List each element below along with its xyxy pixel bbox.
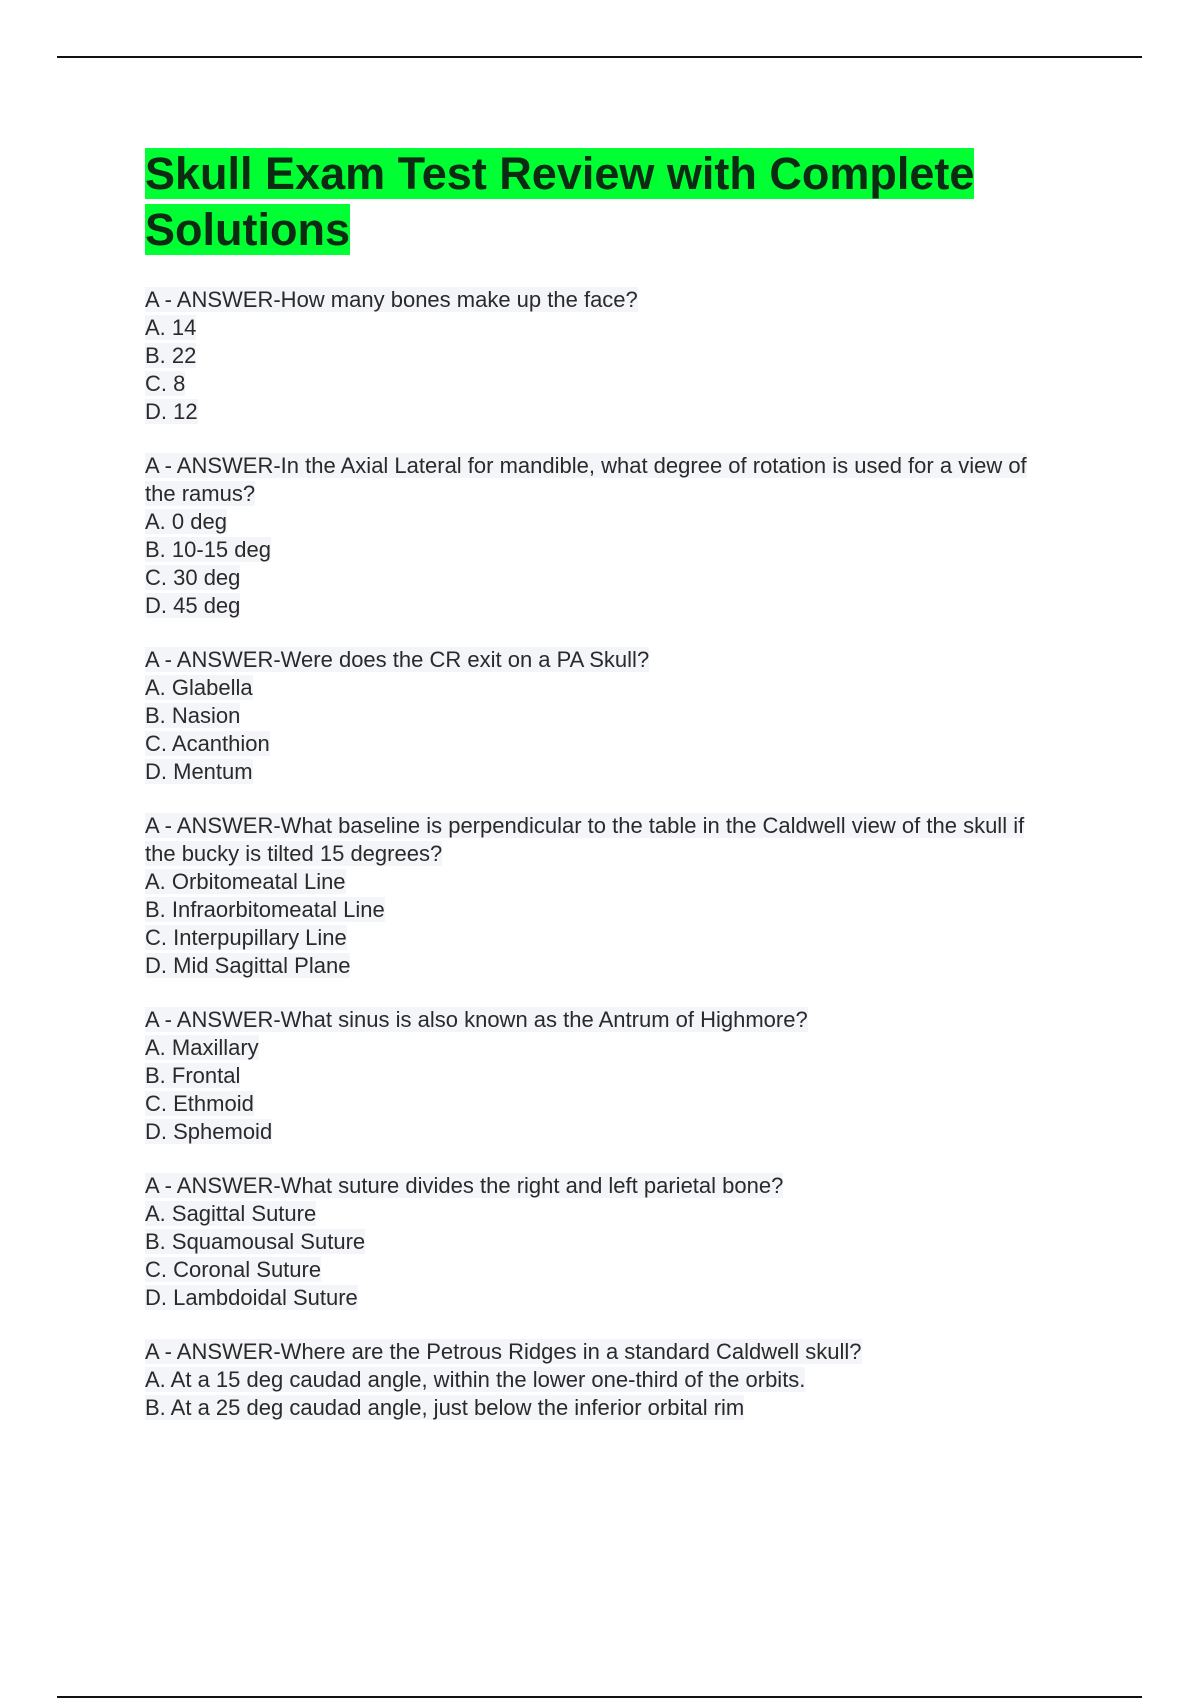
answer-option-d: D. Mid Sagittal Plane: [145, 953, 351, 978]
answer-option-a: A. Maxillary: [145, 1035, 259, 1060]
bottom-rule: [57, 1696, 1142, 1698]
question-block-4: [145, 812, 1045, 980]
answer-option-d: D. Mentum: [145, 759, 253, 784]
answer-option-d: D. 12: [145, 399, 198, 424]
answer-option-a: A. 14: [145, 315, 197, 340]
answer-option-a: A. Sagittal Suture: [145, 1201, 317, 1226]
question-block-2: [145, 452, 1045, 620]
answer-option-c: C. Interpupillary Line: [145, 925, 347, 950]
question-text: A - ANSWER-What baseline is perpendicular to the table in the Caldwell view of the skull if the bucky is tilted 15 degrees?: [145, 813, 1025, 866]
document-title: Skull Exam Test Review with Complete Solutions: [145, 148, 975, 255]
question-block-6: [145, 1172, 1045, 1312]
answer-option-c: C. Ethmoid: [145, 1091, 254, 1116]
answer-option-c: C. 30 deg: [145, 565, 241, 590]
answer-option-a: A. At a 15 deg caudad angle, within the lower one-third of the orbits.: [145, 1367, 806, 1392]
top-rule: [57, 56, 1142, 58]
answer-option-b: B. Squamousal Suture: [145, 1229, 366, 1254]
answer-option-c: C. Acanthion: [145, 731, 270, 756]
question-text: A - ANSWER-What sinus is also known as the Antrum of Highmore?: [145, 1007, 808, 1032]
question-block-5: [145, 1006, 1045, 1146]
answer-option-d: D. Lambdoidal Suture: [145, 1285, 358, 1310]
answer-option-d: D. Sphemoid: [145, 1119, 273, 1144]
answer-option-b: B. Frontal: [145, 1063, 241, 1088]
answer-option-b: B. 22: [145, 343, 197, 368]
answer-option-a: A. 0 deg: [145, 509, 227, 534]
question-block-1: [145, 286, 1045, 426]
answer-option-b: B. 10-15 deg: [145, 537, 271, 562]
answer-option-b: B. Infraorbitomeatal Line: [145, 897, 385, 922]
question-block-3: [145, 646, 1045, 786]
answer-option-c: C. Coronal Suture: [145, 1257, 322, 1282]
question-text: A - ANSWER-What suture divides the right and left parietal bone?: [145, 1173, 784, 1198]
question-text: A - ANSWER-Were does the CR exit on a PA Skull?: [145, 647, 650, 672]
document-body: [145, 146, 1045, 1448]
answer-option-a: A. Glabella: [145, 675, 253, 700]
question-text: A - ANSWER-In the Axial Lateral for mandible, what degree of rotation is used for a view of the ramus?: [145, 453, 1027, 506]
answer-option-a: A. Orbitomeatal Line: [145, 869, 346, 894]
answer-option-b: B. Nasion: [145, 703, 241, 728]
question-block-7: [145, 1338, 1045, 1422]
answer-option-b: B. At a 25 deg caudad angle, just below the inferior orbital rim: [145, 1395, 745, 1420]
question-text: A - ANSWER-How many bones make up the face?: [145, 287, 638, 312]
question-text: A - ANSWER-Where are the Petrous Ridges in a standard Caldwell skull?: [145, 1339, 862, 1364]
question-list: [145, 286, 1045, 1422]
answer-option-c: C. 8: [145, 371, 186, 396]
answer-option-d: D. 45 deg: [145, 593, 241, 618]
